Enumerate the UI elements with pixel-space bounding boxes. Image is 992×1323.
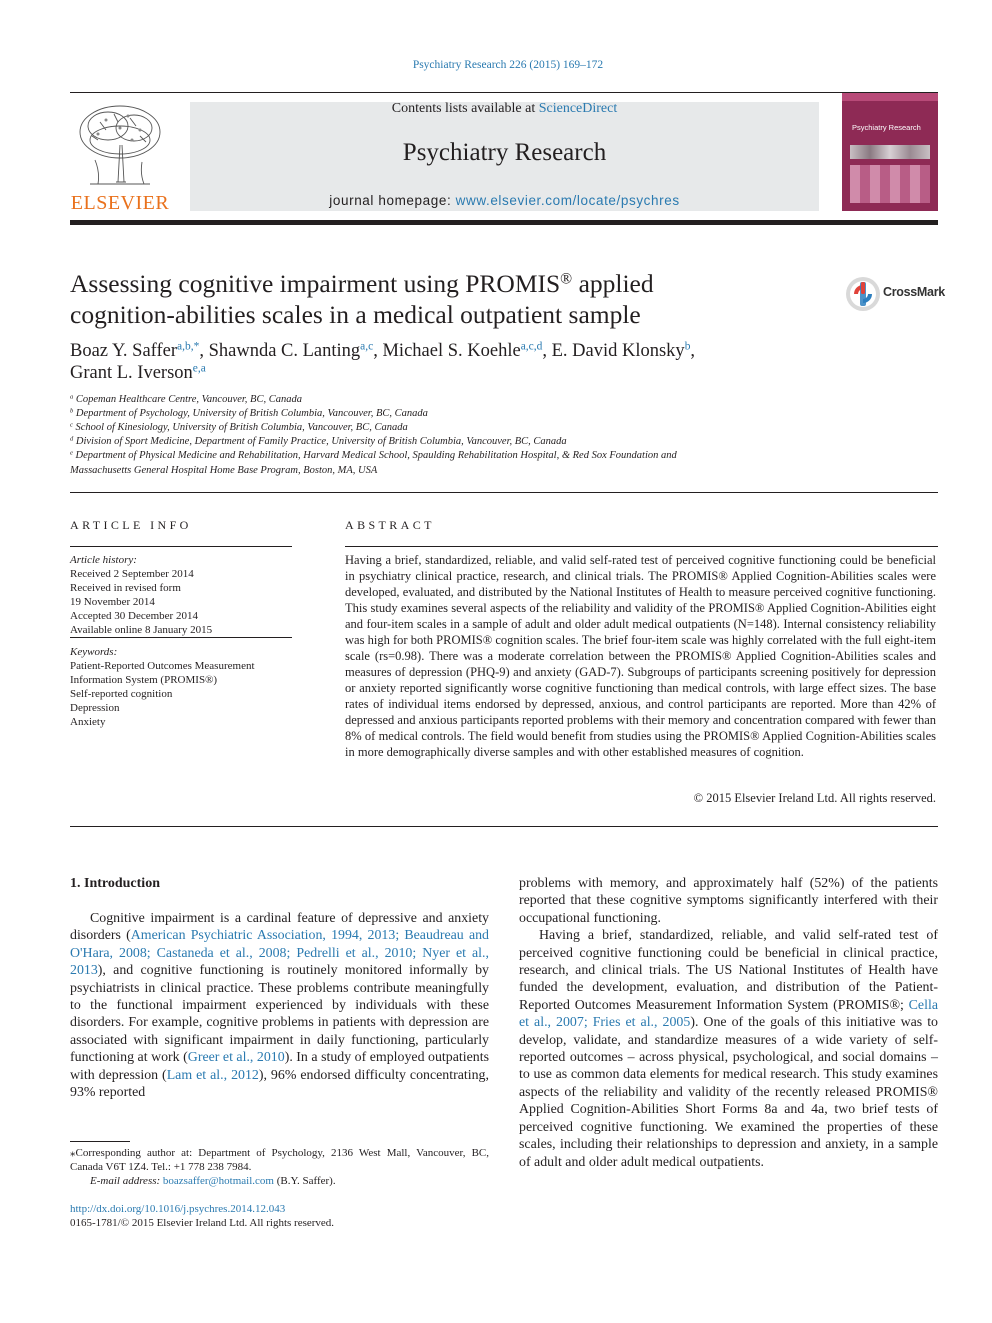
- header-bottom-rule: [70, 220, 938, 225]
- affiliation-text: Division of Sport Medicine, Department of Family Practice, University of British Columbia, Vancouver, BC, Canada: [75, 436, 567, 447]
- affiliation-c: [70, 421, 408, 435]
- text-run: Having a brief, standardized, reliable, and valid self-rated test of perceived cognitive functioning could be beneficial in clinical practice, research, and clinical trials. The US National Institutes of Health have funded the development, evaluation, and distribution of the Patient-Reported Outcomes Measurement Information System (PROMIS®;: [519, 928, 938, 1013]
- journal-title: Psychiatry Research: [402, 139, 607, 166]
- abstract-heading: ABSTRACT: [345, 518, 435, 532]
- text-run: Cognitive impairment is a cardinal feature of depressive and anxiety disorders (: [70, 911, 489, 944]
- text-run: ). In a study of employed outpatients with depression (: [70, 1050, 489, 1083]
- text-run: ). One of the goals of this initiative was to develop, validate, and standardize measures of a wide variety of self-reported outcomes – across physical, psychological, and social domains – to use as common data elements for medical research. This study examines aspects of the reliability and validity of the recently released PROMIS® Applied Cognition-Abilities Short Forms 8a and 4a, two brief tests of perceived cognitive functioning. We examined the properties of these scales, including their relationships to depression and anxiety, in a sample of adult and older adult medical outpatients.: [519, 1015, 939, 1170]
- affiliation-a: [70, 393, 302, 407]
- affiliation-text: Department of Physical Medicine and Rehabilitation, Harvard Medical School, Spaulding Rehabilitation Hospital, & Red Sox Foundation and: [75, 450, 677, 461]
- email-label: E-mail address:: [90, 1175, 161, 1187]
- affiliation-e: [70, 449, 677, 463]
- journal-cover-thumbnail[interactable]: [842, 93, 938, 211]
- history-item: Available online 8 January 2015: [70, 624, 213, 636]
- affiliation-key: d: [70, 435, 74, 443]
- author-list: Boaz Y. Saffer$^{a,b,*}$, Shawnda C. Lanting$^{a,c}$, Michael S. Koehle$^{a,c,d}$, E. David Klonsky$^b$, Grant L. Iverson$^{e,a}$: [70, 340, 696, 383]
- header-top-rule: [70, 92, 938, 93]
- abstract-copyright: © 2015 Elsevier Ireland Ltd. All rights reserved.: [693, 791, 936, 805]
- abstract-bottom-rule: [70, 826, 938, 827]
- keywords-rule: [70, 637, 292, 638]
- history-label: Article history:: [70, 554, 137, 566]
- intro-right-column: [519, 875, 938, 1171]
- author-affiliation-marker[interactable]: b: [684, 340, 691, 353]
- front-matter-rule: [70, 492, 938, 493]
- cover-image-grid: [850, 165, 930, 203]
- author-name[interactable]: E. David Klonsky: [551, 341, 685, 361]
- intro-left-column: [70, 910, 489, 1101]
- title-line1-part1: Assessing cognitive impairment using PROMIS: [70, 269, 561, 298]
- elsevier-tree-icon: [70, 100, 170, 190]
- article-info-heading: ARTICLE INFO: [70, 518, 192, 532]
- homepage-prefix: journal homepage:: [329, 193, 456, 208]
- contents-prefix: Contents lists available at: [391, 101, 539, 116]
- abstract-rule: [345, 546, 938, 547]
- intro-paragraph-1: [70, 910, 489, 1101]
- title-line1-part2: applied: [572, 269, 654, 298]
- affiliation-key: e: [70, 449, 73, 457]
- reference-link[interactable]: Lam et al., 2012: [166, 1067, 259, 1083]
- footnote-rule: [70, 1141, 130, 1142]
- abstract-text: Having a brief, standardized, reliable, and valid self-rated test of perceived cognitive functioning could be beneficial in psychiatry clinical practice, research, and clinical trials. The PROMIS® Applied Cognition-Abilities scales were developed, evaluated, and distributed by the National Institutes of Health to measure perceived cognitive functioning. This study examines several aspects of the reliability and validity of the PROMIS® Applied Cognition-Abilities eight and four-item scales in a sample of adult and older adult medical outpatients (N=148). Internal consistency reliability was high for both PROMIS® cognition scales. The brief four-item scale was highly correlated with the full eight-item scale (rs=0.98). There was a moderate correlation between the PROMIS® Applied Cognition-Abilities scales and measures of depression (PHQ-9) and anxiety (GAD-7). Subgroups of participants screening positively for depression or anxiety reported significantly worse cognitive functioning than medical controls, with large effect sizes. The base rates of individual items endorsed by depressed, anxious, and control participants are reported. More than 42% of depressed and anxious participants reported problems with their memory and concentration compared with fewer than 8% of medical controls. The field would benefit from studies using the PROMIS® Applied Cognition-Abilities scales in more demographically diverse samples and with other established measures of cognition.: [345, 553, 936, 759]
- affiliation-key: c: [70, 421, 73, 429]
- crossmark-badge[interactable]: [845, 276, 881, 312]
- affiliation-text: School of Kinesiology, University of British Columbia, Vancouver, BC, Canada: [75, 422, 408, 433]
- author-name[interactable]: Michael S. Koehle: [382, 341, 521, 361]
- intro-paragraph-2: [519, 927, 938, 1171]
- email-link[interactable]: boazsaffer@hotmail.com: [162, 1175, 274, 1187]
- section-heading-introduction: 1. Introduction: [70, 876, 160, 891]
- history-item: 19 November 2014: [70, 596, 155, 608]
- reference-link[interactable]: American Psychiatric Association, 1994, 2013; Beaudreau and O'Hara, 2008; Castaneda et al., 2008; Pedrelli et al., 2010; Nyer et al., 2013: [70, 928, 489, 979]
- article-info-rule: [70, 546, 292, 547]
- affiliation-b: [70, 407, 428, 421]
- keywords-label: Keywords:: [70, 646, 118, 658]
- email-footnote: [70, 1174, 489, 1188]
- cover-title: Psychiatry Research: [852, 123, 921, 132]
- author-name[interactable]: Boaz Y. Saffer: [70, 341, 178, 361]
- affiliation-d: [70, 435, 567, 449]
- contents-line: [190, 101, 819, 117]
- keyword: Patient-Reported Outcomes Measurement: [70, 660, 255, 672]
- affiliation-e-continued: [70, 464, 377, 478]
- keyword: Anxiety: [70, 716, 106, 728]
- history-item: Received in revised form: [70, 582, 181, 594]
- author-name[interactable]: Grant L. Iverson: [70, 363, 193, 383]
- sciencedirect-link[interactable]: ScienceDirect: [538, 101, 618, 116]
- author-affiliation-marker[interactable]: a,b,*: [177, 340, 200, 353]
- crossmark-label: CrossMark: [883, 285, 945, 299]
- affiliation-text: Massachusetts General Hospital Home Base Program, Boston, MA, USA: [70, 465, 378, 476]
- title-registered-mark: ®: [560, 270, 573, 288]
- cover-top-strip: [842, 93, 938, 101]
- text-run: ), and cognitive functioning is routinely monitored informally by psychiatrists in clinical practice. These problems contribute meaningfully to the functional impairment experienced by individuals with these disorders. For example, cognitive problems in patients with depression are associated with significant impairment in daily functioning, particularly functioning at work (: [70, 963, 489, 1066]
- affiliation-key: b: [70, 407, 74, 415]
- history-item: Accepted 30 December 2014: [70, 610, 198, 622]
- keywords: [70, 645, 292, 729]
- author-affiliation-marker[interactable]: a,c,d: [520, 340, 543, 353]
- affiliation-text: Department of Psychology, University of British Columbia, Vancouver, BC, Canada: [75, 408, 428, 419]
- article-title: [70, 268, 790, 330]
- article-history: [70, 553, 292, 637]
- reference-link[interactable]: Greer et al., 2010: [187, 1050, 285, 1066]
- reference-link[interactable]: Cella et al., 2007; Fries et al., 2005: [519, 997, 938, 1031]
- journal-citation[interactable]: Psychiatry Research 226 (2015) 169–172: [412, 59, 604, 71]
- doi-link[interactable]: [70, 1202, 285, 1216]
- author-affiliation-marker[interactable]: a,c: [360, 340, 374, 353]
- author-affiliation-marker[interactable]: e,a: [192, 362, 206, 375]
- doi-text[interactable]: http://dx.doi.org/10.1016/j.psychres.2014.12.043: [70, 1203, 286, 1215]
- issn-copyright: 0165-1781/© 2015 Elsevier Ireland Ltd. All rights reserved.: [70, 1217, 335, 1229]
- cover-image-strip: [850, 145, 930, 159]
- author-name[interactable]: Shawnda C. Lanting: [208, 341, 361, 361]
- affiliation-text: Copeman Healthcare Centre, Vancouver, BC, Canada: [75, 394, 302, 405]
- title-line2: cognition-abilities scales in a medical outpatient sample: [70, 300, 641, 329]
- history-item: Received 2 September 2014: [70, 568, 194, 580]
- email-suffix: (B.Y. Saffer).: [276, 1175, 336, 1187]
- text-run: ), 96% endorsed difficulty concentrating, 93% reported: [70, 1067, 489, 1101]
- keyword: Self-reported cognition: [70, 688, 173, 700]
- affiliation-key: a: [70, 393, 74, 401]
- elsevier-wordmark: ELSEVIER: [70, 192, 170, 214]
- journal-homepage: [190, 193, 819, 208]
- crossmark-icon: [845, 276, 881, 312]
- keyword: Depression: [70, 702, 120, 714]
- keyword: Information System (PROMIS®): [70, 674, 218, 686]
- corresponding-author-footnote: ⁎Corresponding author at: Department of Psychology, 2136 West Mall, Vancouver, BC, Canada V6T 1Z4. Tel.: +1 778 238 7984.: [70, 1147, 489, 1173]
- intro-paragraph-1-continued: problems with memory, and approximately half (52%) of the patients reported that these cognitive symptoms significantly interfered with their occupational functioning.: [519, 876, 938, 926]
- homepage-link[interactable]: www.elsevier.com/locate/psychres: [455, 193, 680, 208]
